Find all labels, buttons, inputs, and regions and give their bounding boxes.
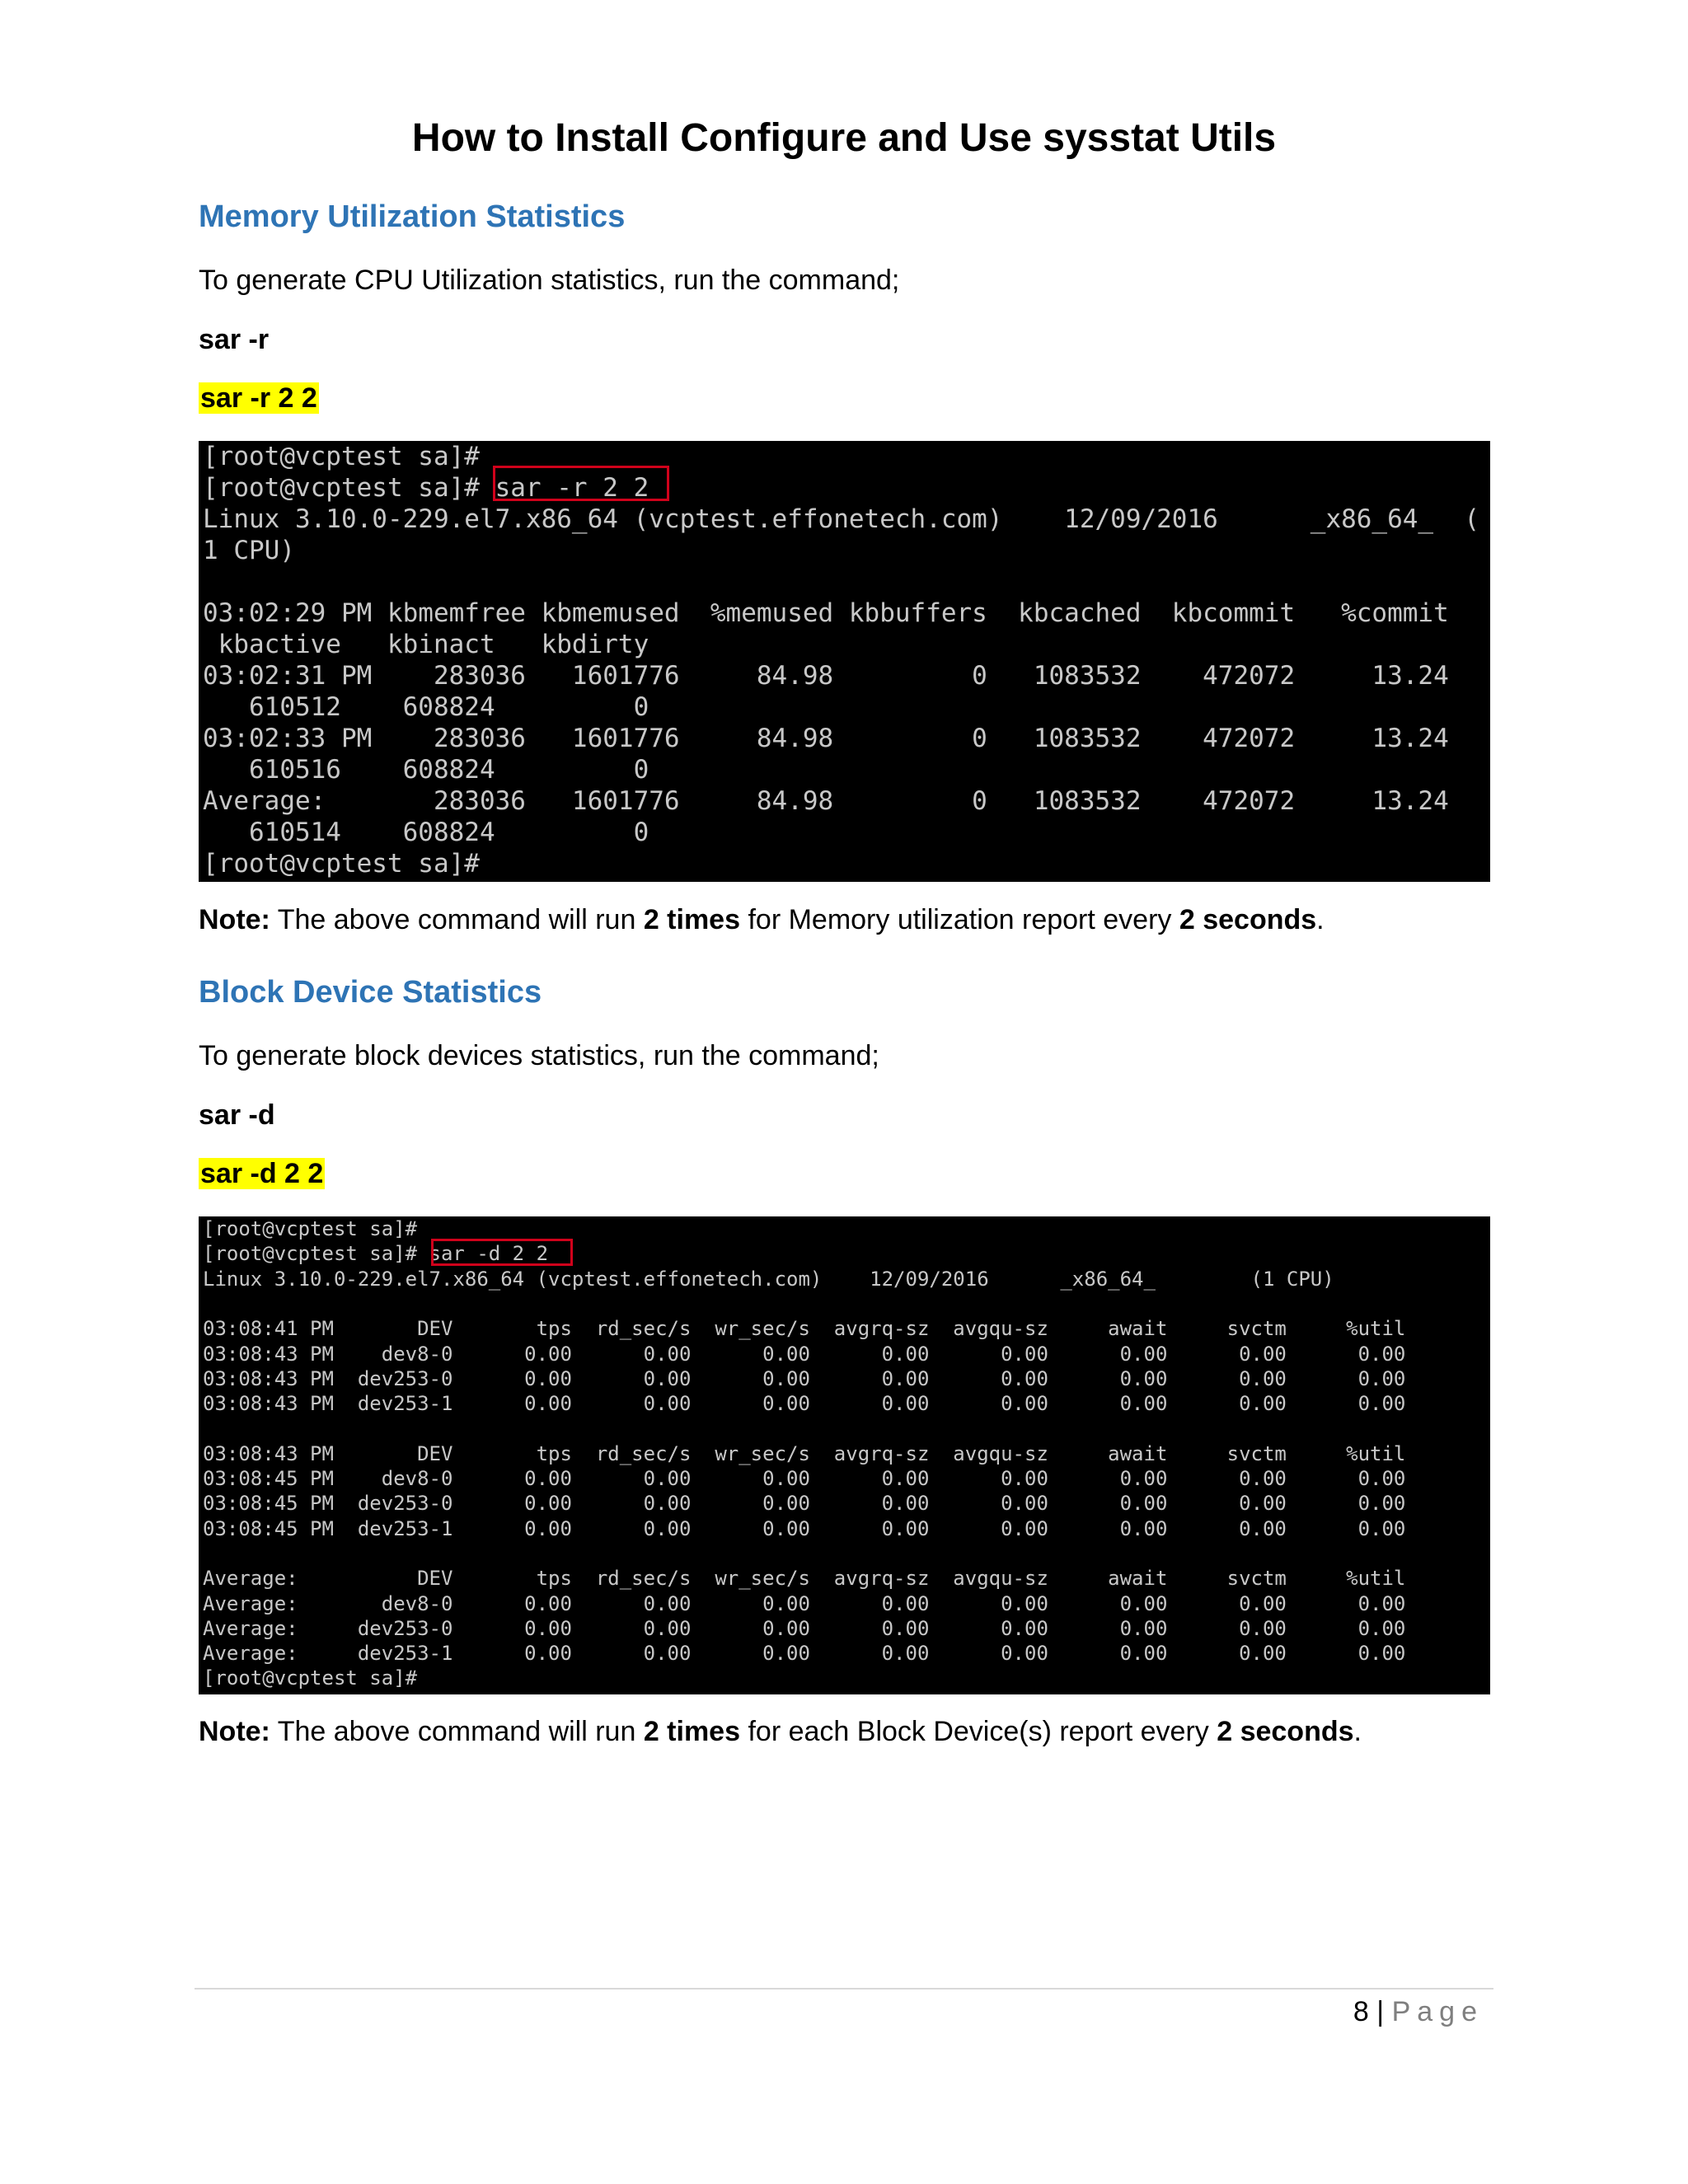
terminal-line: [root@vcptest sa]# sar -r 2 2: [203, 473, 649, 503]
page-footer: [1353, 1996, 1484, 2028]
memory-note-text-1: The above command will run: [270, 904, 644, 935]
terminal-line: Linux 3.10.0-229.el7.x86_64 (vcptest.effonetech.com) 12/09/2016 _x86_64_ (1 CPU): [203, 1267, 1334, 1291]
block-command-example: [199, 1158, 325, 1190]
block-note-end: .: [1353, 1716, 1362, 1747]
memory-terminal-screenshot: [199, 441, 1490, 882]
memory-note-label: Note:: [199, 904, 270, 935]
terminal-line: Linux 3.10.0-229.el7.x86_64 (vcptest.effonetech.com) 12/09/2016 _x86_64_ (: [203, 504, 1480, 534]
terminal-line: 03:02:31 PM 283036 1601776 84.98 0 1083532 472072 13.24: [203, 661, 1449, 691]
terminal-line: 03:08:43 PM dev8-0 0.00 0.00 0.00 0.00 0.00 0.00 0.00 0.00: [203, 1342, 1406, 1366]
block-note-label: Note:: [199, 1716, 270, 1747]
terminal-line: 610514 608824 0: [203, 818, 649, 847]
terminal-line: kbactive kbinact kbdirty: [203, 630, 649, 659]
memory-command-box: [493, 466, 669, 501]
memory-note-end: .: [1316, 904, 1325, 935]
terminal-line: Average: DEV tps rd_sec/s wr_sec/s avgrq-sz avgqu-sz await svctm %util: [203, 1567, 1406, 1591]
terminal-line: [root@vcptest sa]# sar -d 2 2: [203, 1242, 549, 1266]
block-note-seconds: 2 seconds: [1217, 1716, 1354, 1747]
block-note-text-2: for each Block Device(s) report every: [740, 1716, 1217, 1747]
terminal-line: 03:08:41 PM DEV tps rd_sec/s wr_sec/s avgrq-sz avgqu-sz await svctm %util: [203, 1317, 1406, 1341]
terminal-line: 03:08:43 PM dev253-1 0.00 0.00 0.00 0.00 0.00 0.00 0.00 0.00: [203, 1392, 1406, 1416]
block-command-highlight: sar -d 2 2: [200, 1158, 324, 1189]
terminal-line: Average: dev253-1 0.00 0.00 0.00 0.00 0.00 0.00 0.00 0.00: [203, 1642, 1406, 1666]
memory-command-highlight: sar -r 2 2: [200, 382, 317, 414]
terminal-line: 03:08:45 PM dev8-0 0.00 0.00 0.00 0.00 0.00 0.00 0.00 0.00: [203, 1467, 1406, 1490]
memory-note: [199, 904, 1325, 936]
terminal-line: 1 CPU): [203, 536, 295, 565]
page-title: How to Install Configure and Use sysstat Utils: [411, 116, 1277, 160]
terminal-line: [root@vcptest sa]#: [203, 1666, 418, 1690]
terminal-line: 610512 608824 0: [203, 692, 649, 722]
footer-divider: [195, 1988, 1493, 1990]
page-number: 8: [1353, 1996, 1369, 2027]
memory-command: sar -r: [199, 324, 270, 355]
memory-intro-text: To generate CPU Utilization statistics, run the command;: [199, 265, 900, 296]
terminal-line: 03:02:29 PM kbmemfree kbmemused %memused kbbuffers kbcached kbcommit %commit: [203, 598, 1449, 628]
terminal-line: Average: 283036 1601776 84.98 0 1083532 472072 13.24: [203, 786, 1449, 816]
terminal-line: 03:02:33 PM 283036 1601776 84.98 0 1083532 472072 13.24: [203, 724, 1449, 753]
block-note: [199, 1716, 1362, 1748]
terminal-line: 03:08:43 PM dev253-0 0.00 0.00 0.00 0.00 0.00 0.00 0.00 0.00: [203, 1366, 1406, 1390]
terminal-line: Average: dev253-0 0.00 0.00 0.00 0.00 0.00 0.00 0.00 0.00: [203, 1616, 1406, 1640]
block-command-box: [431, 1239, 573, 1266]
memory-note-text-2: for Memory utilization report every: [740, 904, 1179, 935]
terminal-line: 03:08:45 PM dev253-0 0.00 0.00 0.00 0.00 0.00 0.00 0.00 0.00: [203, 1492, 1406, 1516]
memory-note-seconds: 2 seconds: [1179, 904, 1317, 935]
block-command: sar -d: [199, 1099, 275, 1131]
terminal-line: 610516 608824 0: [203, 755, 649, 785]
footer-separator: |: [1376, 1996, 1385, 2027]
memory-command-example: [199, 382, 319, 415]
block-terminal-screenshot: [199, 1216, 1490, 1694]
terminal-line: 03:08:45 PM dev253-1 0.00 0.00 0.00 0.00 0.00 0.00 0.00 0.00: [203, 1516, 1406, 1540]
block-note-times: 2 times: [643, 1716, 741, 1747]
terminal-line: [root@vcptest sa]#: [203, 849, 480, 879]
page-label: Page: [1391, 1996, 1484, 2027]
memory-note-times: 2 times: [643, 904, 741, 935]
terminal-line: [root@vcptest sa]#: [203, 442, 480, 471]
terminal-line: Average: dev8-0 0.00 0.00 0.00 0.00 0.00 0.00 0.00 0.00: [203, 1591, 1406, 1615]
memory-section-heading: Memory Utilization Statistics: [199, 199, 626, 234]
block-section-heading: Block Device Statistics: [199, 975, 542, 1010]
block-intro-text: To generate block devices statistics, run the command;: [199, 1040, 879, 1071]
block-note-text-1: The above command will run: [270, 1716, 644, 1747]
terminal-line: [root@vcptest sa]#: [203, 1217, 418, 1240]
terminal-line: 03:08:43 PM DEV tps rd_sec/s wr_sec/s avgrq-sz avgqu-sz await svctm %util: [203, 1441, 1406, 1465]
